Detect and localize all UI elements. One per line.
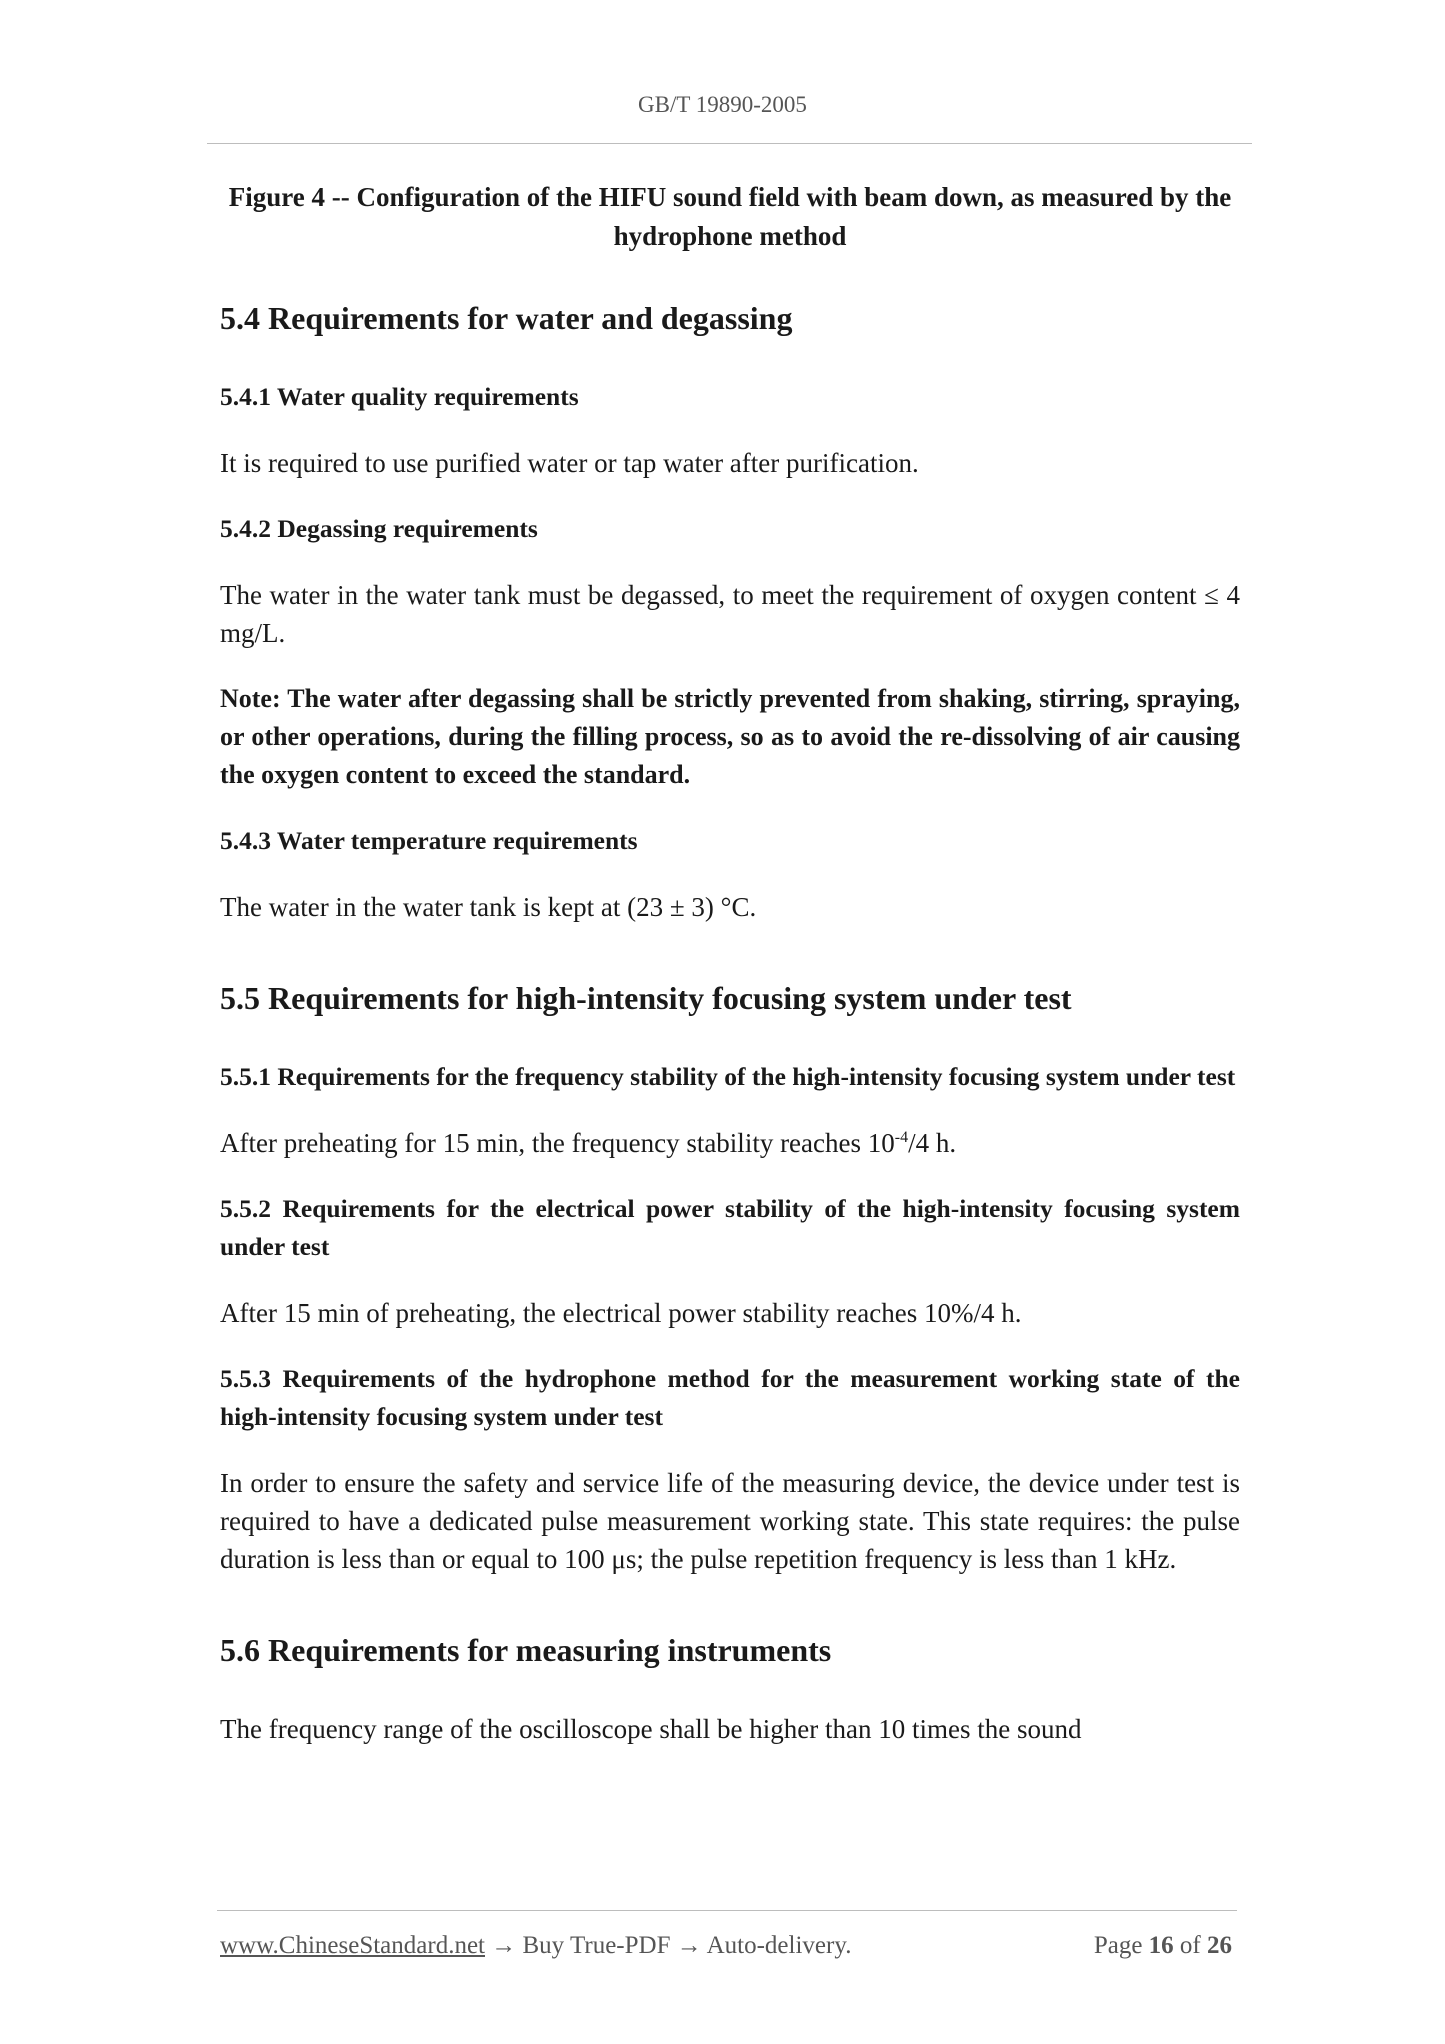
section-5-5-heading: 5.5 Requirements for high-intensity focusing system under test (220, 980, 1072, 1016)
exponent: -4 (894, 1129, 909, 1146)
footer-links (220, 1932, 851, 1960)
section-5-4-3-text: The water in the water tank is kept at (23 ± 3) °C. (220, 892, 757, 922)
section-5-4-1-text: It is required to use purified water or tap water after purification. (220, 448, 919, 478)
arrow-right-icon: → (485, 1932, 523, 1959)
page-body (220, 178, 1240, 1776)
page-label: Page (1093, 1932, 1143, 1959)
page-total: 26 (1207, 1932, 1232, 1959)
section-5-5-2-heading: 5.5.2 Requirements for the electrical power stability of the high-intensity focusing system under test (220, 1194, 1240, 1261)
section-5-4-2-text: The water in the water tank must be degassed, to meet the requirement of oxygen content ≤ 4 mg/L. (220, 580, 1240, 648)
header-divider (207, 143, 1252, 144)
section-5-5-2-text: After 15 min of preheating, the electrical power stability reaches 10%/4 h. (220, 1298, 1022, 1328)
buy-pdf-text: Buy True-PDF (522, 1932, 671, 1959)
section-5-5-1-heading: 5.5.1 Requirements for the frequency stability of the high-intensity focusing system under test (220, 1062, 1236, 1091)
page-of: of (1179, 1932, 1201, 1959)
section-5-6-text: The frequency range of the oscilloscope shall be higher than 10 times the sound (220, 1714, 1082, 1744)
section-5-5-3-text: In order to ensure the safety and service life of the measuring device, the device under test is required to have a dedicated pulse measurement working state. This state requires: the pulse duration is less than or equal to 100 μs; the pulse repetition frequency is less than 1 kHz. (220, 1468, 1240, 1574)
footer-divider (217, 1910, 1237, 1911)
page-current: 16 (1148, 1932, 1174, 1959)
section-5-4-1-heading: 5.4.1 Water quality requirements (220, 382, 579, 411)
section-5-4-2-heading: 5.4.2 Degassing requirements (220, 514, 538, 543)
section-5-6-heading: 5.6 Requirements for measuring instruments (220, 1632, 832, 1668)
page-number (1094, 1932, 1232, 1960)
frequency-stability-text: After preheating for 15 min, the frequency stability reaches 10 (220, 1128, 895, 1158)
website-link[interactable]: www.ChineseStandard.net (220, 1932, 485, 1959)
section-5-4-3-heading: 5.4.3 Water temperature requirements (220, 826, 638, 855)
figure-caption: Figure 4 -- Configuration of the HIFU sound field with beam down, as measured by the hydrophone method (228, 182, 1232, 251)
auto-delivery-text: Auto-delivery. (706, 1932, 852, 1959)
document-code-header: GB/T 19890-2005 (638, 92, 807, 117)
section-5-5-3-heading: 5.5.3 Requirements of the hydrophone method for the measurement working state of the high-intensity focusing system under test (220, 1364, 1240, 1431)
section-5-5-1-text (220, 1124, 1240, 1162)
arrow-right-icon: → (670, 1932, 707, 1959)
frequency-stability-unit: /4 h. (908, 1128, 957, 1158)
section-5-4-heading: 5.4 Requirements for water and degassing (220, 300, 793, 336)
degassing-note: Note: The water after degassing shall be strictly prevented from shaking, stirring, spraying, or other operations, during the filling process, so as to avoid the re-dissolving of air causing the oxygen content to exceed the standard. (220, 684, 1240, 789)
